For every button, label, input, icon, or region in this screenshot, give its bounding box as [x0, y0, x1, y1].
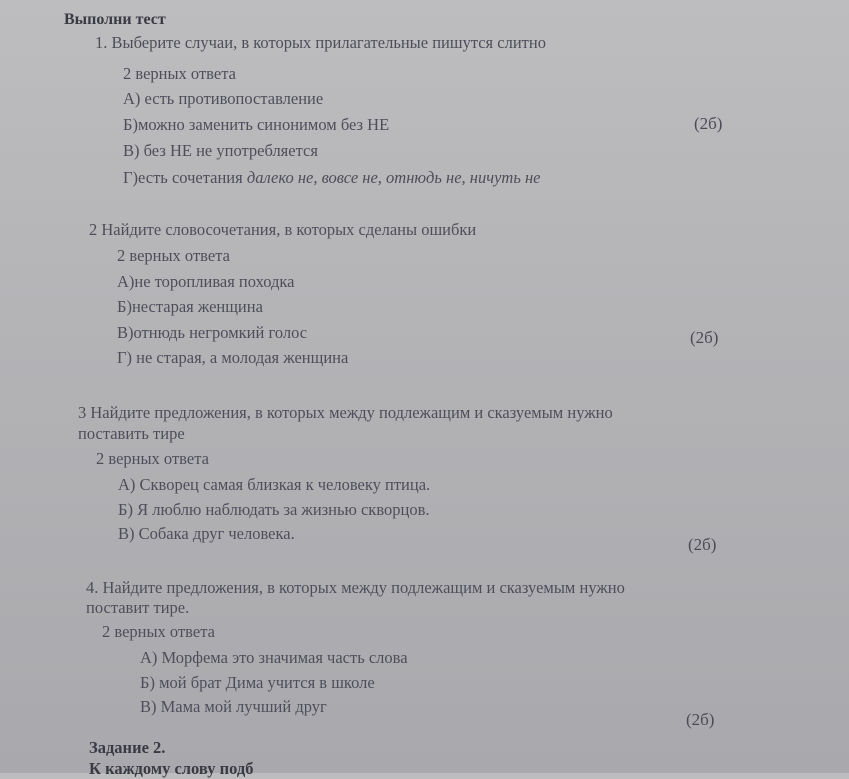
question-1-option-d-italic: далеко не, вовсе не, отнюдь не, ничуть не — [246, 168, 541, 187]
question-4-option-b: Б) мой брат Дима учится в школе — [140, 673, 375, 692]
question-4-prompt: 4. Найдите предложения, в которых между подлежащим и сказуемым нужно — [86, 578, 625, 597]
question-1-option-d-prefix: Г)есть сочетания — [123, 168, 247, 187]
question-4-option-a: А) Морфема это значимая часть слова — [140, 648, 408, 667]
question-3-prompt-cont: поставить тире — [78, 424, 185, 443]
question-3-option-a: А) Скворец самая близкая к человеку птица. — [118, 475, 431, 494]
question-1-option-c: В) без НЕ не употребляется — [123, 141, 318, 160]
question-4-prompt-cont: поставит тире. — [86, 598, 190, 617]
question-3-option-c: В) Собака друг человека. — [118, 524, 295, 543]
question-2-option-a: А)не торопливая походка — [117, 272, 295, 291]
question-3-hint: 2 верных ответа — [96, 449, 209, 468]
question-2-option-b: Б)нестарая женщина — [117, 297, 263, 316]
question-1-option-a: А) есть противопоставление — [123, 89, 324, 108]
question-2-option-c: В)отнюдь негромкий голос — [117, 323, 308, 342]
question-1-points: (2б) — [694, 114, 723, 133]
question-2-option-d: Г) не старая, а молодая женщина — [117, 348, 349, 367]
question-4-option-c: В) Мама мой лучший друг — [140, 697, 327, 716]
question-4-points: (2б) — [686, 710, 715, 729]
question-4-hint: 2 верных ответа — [102, 622, 215, 641]
task-2-instruction-cut: К каждому слову подб — [89, 759, 254, 778]
question-2-prompt: 2 Найдите словосочетания, в которых сделаны ошибки — [89, 220, 477, 239]
question-2-hint: 2 верных ответа — [117, 246, 230, 265]
question-1-hint: 2 верных ответа — [123, 64, 236, 83]
question-3-option-b: Б) Я люблю наблюдать за жизнью скворцов. — [118, 500, 430, 519]
question-3-points: (2б) — [688, 535, 717, 554]
question-1-option-b: Б)можно заменить синонимом без НЕ — [123, 115, 390, 134]
task-2-title: Задание 2. — [89, 738, 166, 757]
question-2-points: (2б) — [690, 328, 719, 347]
question-1-option-d — [123, 168, 540, 188]
test-title: Выполни тест — [64, 11, 166, 28]
question-1-prompt: 1. Выберите случаи, в которых прилагательные пишутся слитно — [95, 33, 546, 52]
question-3-prompt: 3 Найдите предложения, в которых между подлежащим и сказуемым нужно — [78, 403, 613, 422]
